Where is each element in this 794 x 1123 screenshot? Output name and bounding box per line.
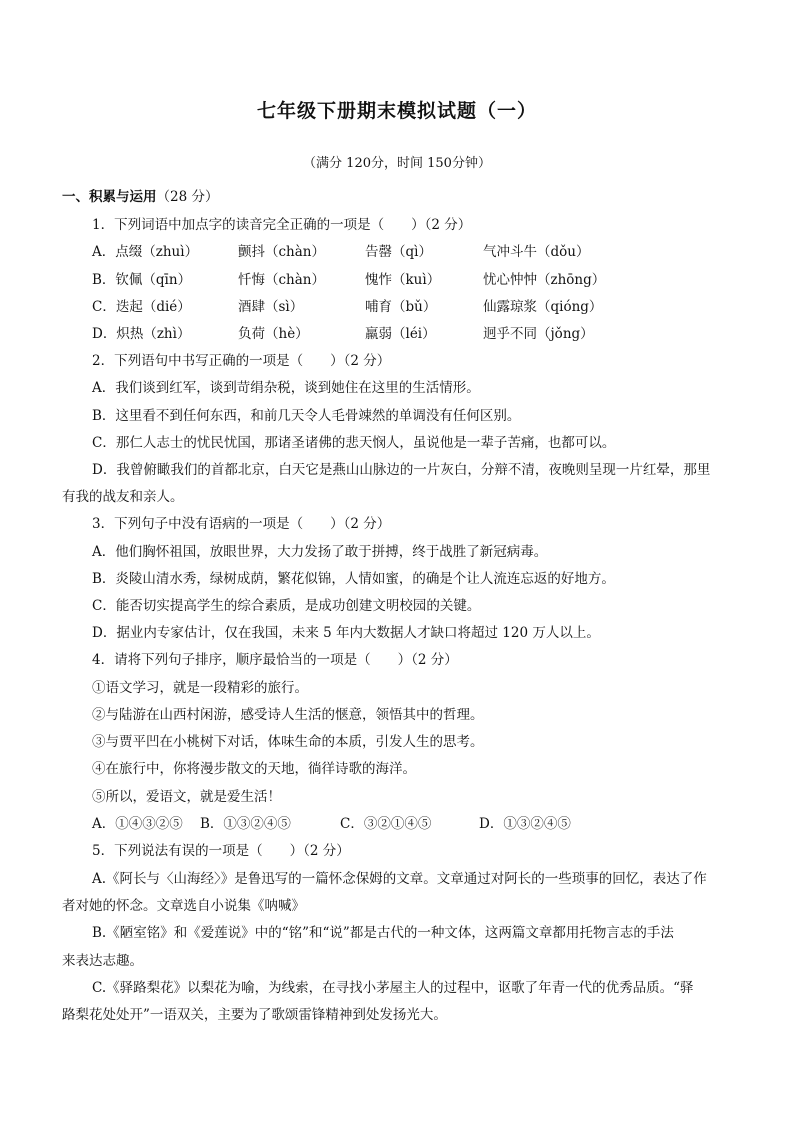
q2-option-a: A．我们谈到红军，谈到苛绢杂税，谈到她住在这里的生活情形。 — [92, 380, 480, 396]
q5-option-b-line1: B.《陋室铭》和《爱莲说》中的“铭”和“说”都是古代的一种文体，这两篇文章都用托物言志的手法 — [92, 925, 674, 941]
q4-option-a: A．①④③②⑤ — [92, 816, 183, 832]
section-title: 一、积累与运用 — [62, 189, 157, 205]
q2-option-d-line1: D．我曾俯瞰我们的首都北京，白天它是燕山山脉边的一片灰白，分辩不清，夜晚则呈现一片红晕，那里 — [92, 462, 711, 478]
q2-option-c: C．那仁人志士的忧民忧国，那诸圣诸佛的悲天悯人，虽说他是一辈子苦痛，也都可以。 — [92, 435, 616, 451]
q1-a-word2: 颤抖（chàn） — [238, 244, 325, 260]
q1-c-word2: 酒肆（sì） — [238, 299, 304, 315]
q4-sentence-3: ③与贾平凹在小桃树下对话，体味生命的本质，引发人生的思考。 — [92, 734, 484, 750]
q3-option-b: B．炎陵山清水秀，绿树成荫，繁花似锦，人情如蜜，的确是个让人流连忘返的好地方。 — [92, 571, 615, 587]
q1-b-word1: B．钦佩（qīn） — [92, 272, 192, 288]
q4-sentence-2: ②与陆游在山西村闲游，感受诗人生活的惬意，领悟其中的哲理。 — [92, 707, 484, 723]
q1-a-word4: 气冲斗牛（dǒu） — [483, 244, 590, 260]
q2-option-b: B．这里看不到任何东西，和前几天令人毛骨竦然的单调没有任何区别。 — [92, 408, 521, 424]
q2-option-d-line2: 有我的战友和亲人。 — [62, 489, 184, 505]
q1-b-word4: 忧心忡忡（zhōng） — [483, 272, 606, 288]
q3-option-c: C．能否切实提高学生的综合素质，是成功创建文明校园的关键。 — [92, 598, 481, 614]
q1-c-word1: C．迭起（dié） — [92, 299, 191, 315]
q4-sentence-5: ⑤所以，爱语文，就是爱生活！ — [92, 789, 281, 805]
q4-sentence-4: ④在旅行中，你将漫步散文的天地，徜徉诗歌的海洋。 — [92, 761, 416, 777]
q5-option-c-line1: C.《驿路梨花》以梨花为喻，为线索，在寻找小茅屋主人的过程中，讴歌了年青一代的优秀品质。“驿 — [92, 980, 694, 996]
question-4-stem: 4．请将下列句子排序，顺序最恰当的一项是（ ）（2 分） — [92, 652, 458, 668]
q1-b-word2: 忏悔（chàn） — [238, 272, 325, 288]
q4-option-d: D．①③②④⑤ — [479, 816, 571, 832]
q4-option-c: C．③②①④⑤ — [340, 816, 432, 832]
q5-option-a-line2: 者对她的怀念。文章选自小说集《呐喊》 — [62, 898, 305, 914]
q5-option-b-line2: 来表达志趣。 — [62, 953, 143, 969]
q4-option-b: B．①③②④⑤ — [200, 816, 291, 832]
question-2-stem: 2．下列语句中书写正确的一项是（ ）（2 分） — [92, 353, 391, 369]
question-3-stem: 3．下列句子中没有语病的一项是（ ）（2 分） — [92, 516, 391, 532]
q1-d-word1: D．炽热（zhì） — [92, 326, 191, 342]
q1-a-word1: A．点缀（zhuì） — [92, 244, 199, 260]
page-title: 七年级下册期末模拟试题（一） — [256, 100, 537, 122]
q3-option-a: A．他们胸怀祖国，放眼世界，大力发扬了敢于拼搏，终于战胜了新冠病毒。 — [92, 544, 548, 560]
q1-c-word4: 仙露琼浆（qióng） — [483, 299, 603, 315]
q1-d-word3: 羸弱（léi） — [365, 326, 436, 342]
question-5-stem: 5．下列说法有误的一项是（ ）（2 分） — [92, 843, 350, 859]
q5-option-a-line1: A.《阿长与〈山海经〉》是鲁迅写的一篇怀念保姆的文章。文章通过对阿长的一些琐事的回忆，表达了作 — [92, 871, 707, 887]
q4-sentence-1: ①语文学习，就是一段精彩的旅行。 — [92, 680, 308, 696]
page-subtitle: （满分 120分，时间 150分钟） — [303, 156, 491, 171]
q1-d-word2: 负荷（hè） — [238, 326, 309, 342]
q1-b-word3: 愧怍（kuì） — [365, 272, 441, 288]
section-heading — [62, 188, 218, 206]
question-1-stem: 1．下列词语中加点字的读音完全正确的一项是（ ）（2 分） — [92, 217, 472, 233]
q3-option-d: D．据业内专家估计，仅在我国，未来 5 年内大数据人才缺口将超过 120 万人以上。 — [92, 625, 600, 641]
section-score: （28 分） — [156, 189, 219, 205]
q1-d-word4: 迥乎不同（jǒng） — [483, 326, 594, 342]
q1-a-word3: 告罄（qì） — [365, 244, 432, 260]
q1-c-word3: 哺育（bǔ） — [365, 299, 437, 315]
q5-option-c-line2: 路梨花处处开”一语双关，主要为了歌颂雷锋精神到处发扬光大。 — [62, 1007, 447, 1023]
